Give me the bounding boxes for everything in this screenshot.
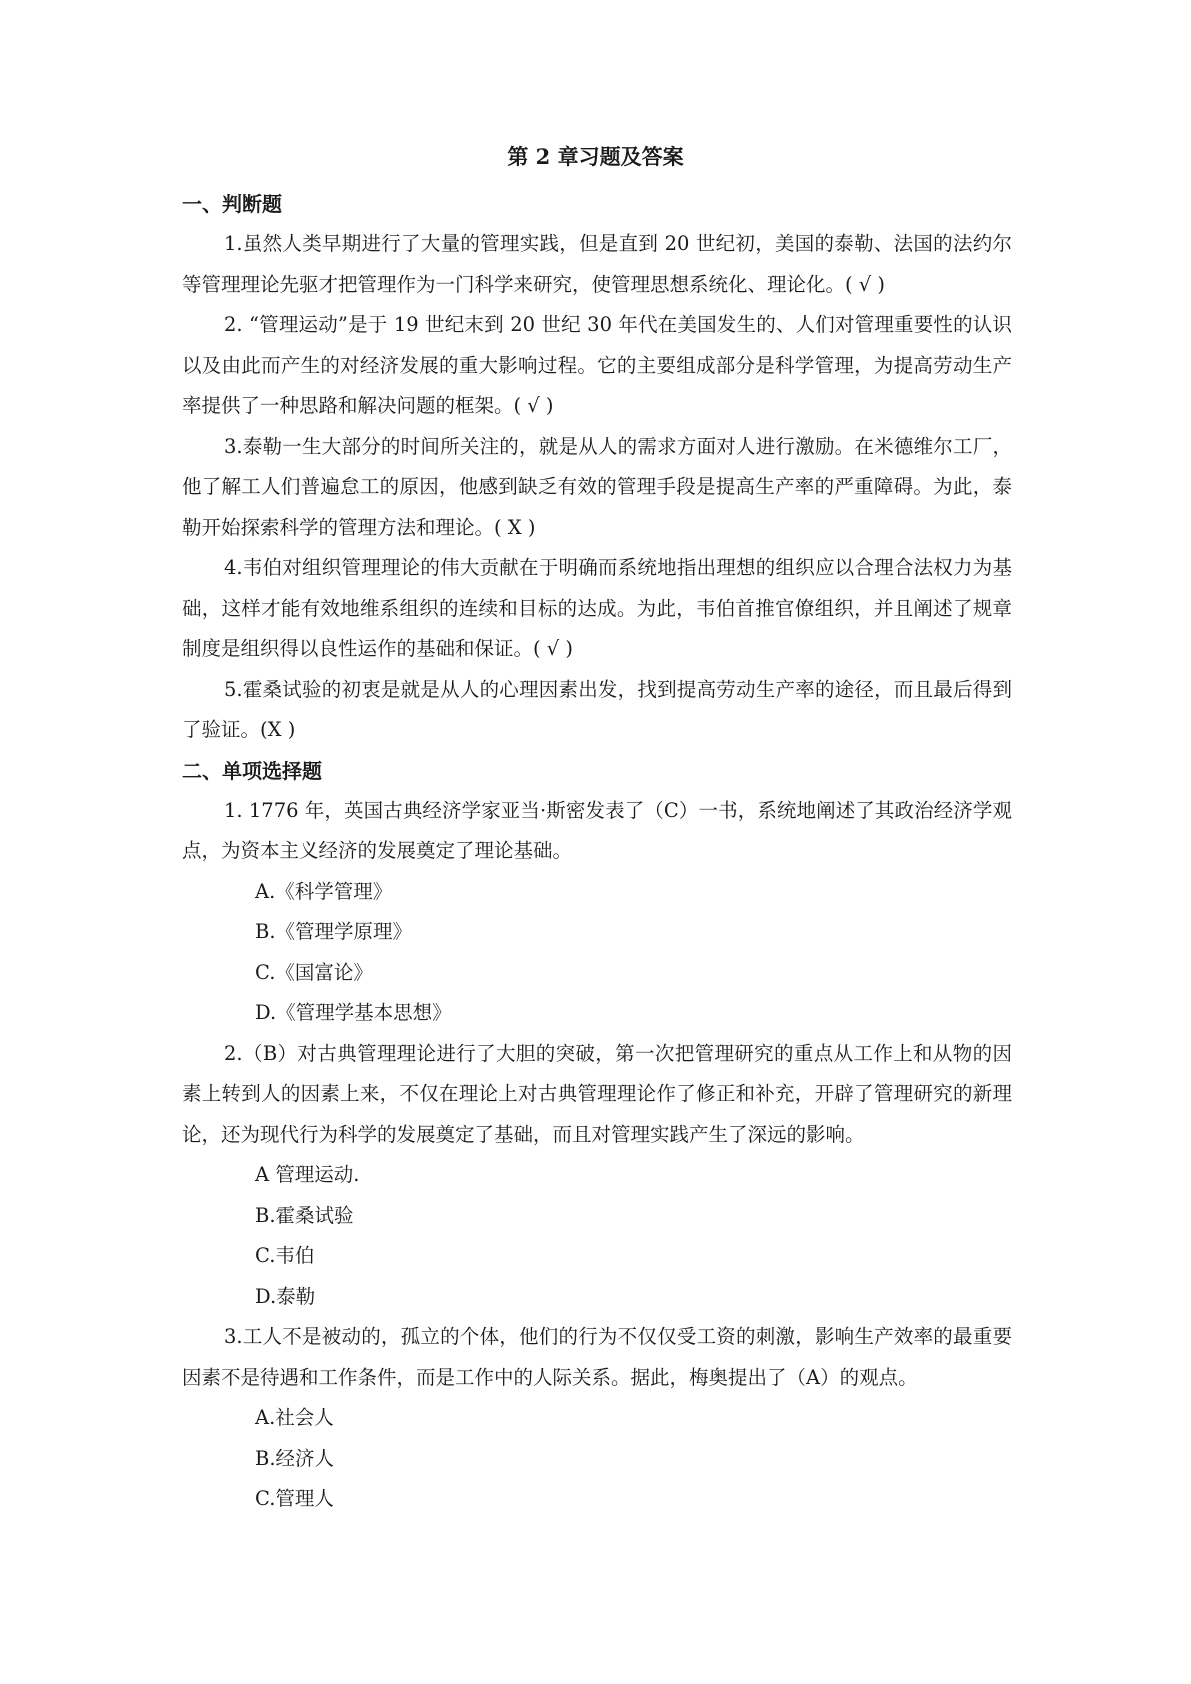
page-title: 第 2 章习题及答案 — [507, 144, 684, 169]
answer-option: C.韦伯 — [255, 1244, 315, 1267]
answer-option: B.《管理学原理》 — [255, 920, 413, 943]
answer-option: C.管理人 — [255, 1487, 334, 1510]
answer-option: B.经济人 — [255, 1446, 335, 1470]
answer-option: A.社会人 — [255, 1406, 334, 1429]
judgment-item: 4.韦伯对组织管理理论的伟大贡献在于明确而系统地指出理想的组织应以合理合法权力为基础，这样才能有效地维系组织的连续和目标的达成。为此，韦伯首推官僚组织，并且阐述了规章制度是组织得以良性运作的基础和保证。( √ ) — [182, 556, 1012, 660]
section-heading-single-choice: 二、单项选择题 — [182, 758, 322, 783]
answer-option: C.《国富论》 — [255, 960, 373, 984]
judgment-item: 2. “管理运动”是于 19 世纪末到 20 世纪 30 年代在美国发生的、人们对管理重要性的认识以及由此而产生的对经济发展的重大影响过程。它的主要组成部分是科学管理，为提高劳动生产率提供了一种思路和解决问题的框架。( √ ) — [182, 313, 1012, 417]
answer-option: B.霍桑试验 — [255, 1203, 354, 1227]
question-stem: 3.工人不是被动的，孤立的个体，他们的行为不仅仅受工资的刺激，影响生产效率的最重要因素不是待遇和工作条件，而是工作中的人际关系。据此，梅奥提出了（A）的观点。 — [182, 1325, 1012, 1389]
answer-option: A 管理运动. — [255, 1163, 360, 1186]
answer-option: D.泰勒 — [255, 1284, 316, 1308]
judgment-item: 5.霍桑试验的初衷是就是从人的心理因素出发，找到提高劳动生产率的途径，而且最后得到了验证。(X ) — [182, 677, 1012, 741]
section-heading-judgment: 一、判断题 — [182, 192, 282, 216]
document-body — [182, 184, 1012, 1520]
answer-option: A.《科学管理》 — [255, 879, 393, 903]
question-stem: 2.（B）对古典管理理论进行了大胆的突破，第一次把管理研究的重点从工作上和从物的因素上转到人的因素上来，不仅在理论上对古典管理理论作了修正和补充，开辟了管理研究的新理论，还为现代行为科学的发展奠定了基础，而且对管理实践产生了深远的影响。 — [182, 1041, 1012, 1146]
judgment-item: 1.虽然人类早期进行了大量的管理实践，但是直到 20 世纪初，美国的泰勒、法国的法约尔等管理理论先驱才把管理作为一门科学来研究，使管理思想系统化、理论化。( √ ) — [182, 232, 1012, 296]
question-stem: 1. 1776 年，英国古典经济学家亚当·斯密发表了（C）一书，系统地阐述了其政治经济学观点，为资本主义经济的发展奠定了理论基础。 — [182, 798, 1012, 862]
judgment-item: 3.泰勒一生大部分的时间所关注的，就是从人的需求方面对人进行激励。在米德维尔工厂，他了解工人们普遍怠工的原因，他感到缺乏有效的管理手段是提高生产率的严重障碍。为此，泰勒开始探索科学的管理方法和理论。( X ) — [182, 434, 1012, 539]
answer-option: D.《管理学基本思想》 — [255, 1001, 452, 1024]
